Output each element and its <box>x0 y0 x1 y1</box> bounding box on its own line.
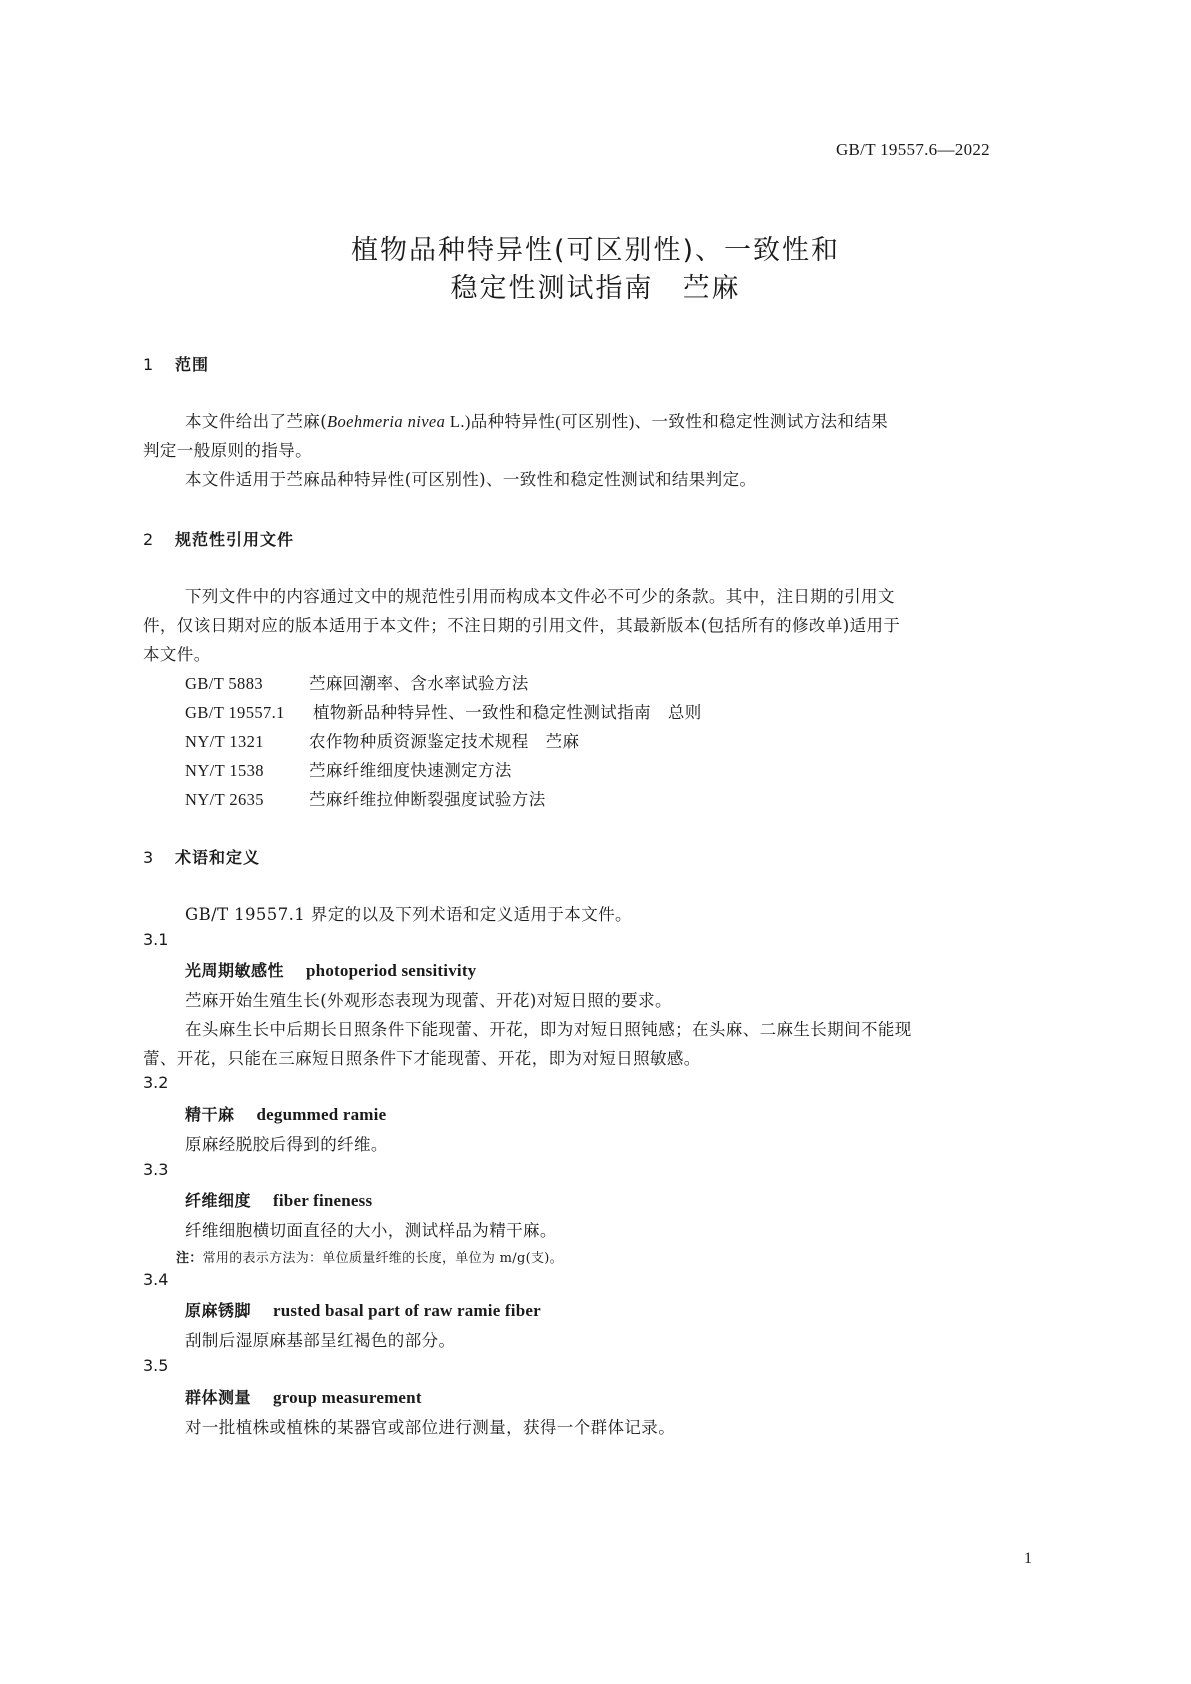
note-text: 常用的表示方法为：单位质量纤维的长度，单位为 m/g(支)。 <box>202 1251 563 1266</box>
reference-item <box>185 757 512 781</box>
reference-code: GB/T 5883 <box>185 674 264 693</box>
term-definition: 原麻经脱胶后得到的纤维。 <box>185 1135 388 1154</box>
term-number: 3.2 <box>143 1073 169 1092</box>
reference-title: 农作物种质资源鉴定技术规程 苎麻 <box>309 732 580 751</box>
term-definition: 对一批植株或植株的某器官或部位进行测量，获得一个群体记录。 <box>185 1418 676 1437</box>
term-chinese: 纤维细度 <box>185 1191 252 1210</box>
paragraph-continuation: 判定一般原则的指导。 <box>143 441 312 460</box>
paragraph-continuation: 件，仅该日期对应的版本适用于本文件；不注日期的引用文件，其最新版本(包括所有的修改单)适用于 <box>143 616 901 635</box>
term-definition: 苎麻开始生殖生长(外观形态表现为现蕾、开花)对短日照的要求。 <box>185 991 672 1010</box>
paragraph-continuation: 本文件。 <box>143 645 211 664</box>
term-definition: 刮制后湿原麻基部呈红褐色的部分。 <box>185 1331 456 1350</box>
section-title: 术语和定义 <box>175 848 261 867</box>
term-chinese: 群体测量 <box>185 1388 252 1407</box>
reference-code: NY/T 1321 <box>185 732 264 751</box>
paragraph <box>185 408 888 432</box>
term-chinese: 原麻锈脚 <box>185 1301 252 1320</box>
section-heading-normative-references <box>143 527 294 550</box>
reference-item <box>185 728 579 752</box>
reference-code: NY/T 2635 <box>185 790 264 809</box>
section-number: 3 <box>143 848 155 867</box>
reference-code: GB/T 19557.1 <box>185 703 285 722</box>
term-english: degummed ramie <box>256 1105 387 1124</box>
term-number: 3.5 <box>143 1356 169 1375</box>
latin-name: Boehmeria nivea <box>327 412 446 431</box>
reference-title: 苎麻纤维拉伸断裂强度试验方法 <box>309 790 546 809</box>
reference-title: 苎麻纤维细度快速测定方法 <box>309 761 512 780</box>
reference-item <box>185 786 546 810</box>
section-title: 规范性引用文件 <box>175 530 295 549</box>
term-heading <box>185 1102 386 1125</box>
reference-code: NY/T 1538 <box>185 761 264 780</box>
term-heading <box>185 1298 541 1321</box>
section-heading-scope <box>143 352 209 375</box>
reference-item <box>185 699 702 723</box>
section-title: 范围 <box>175 355 210 374</box>
section-number: 2 <box>143 530 155 549</box>
note <box>176 1247 563 1266</box>
paragraph: 下列文件中的内容通过文中的规范性引用而构成本文件必不可少的条款。其中，注日期的引用文 <box>185 587 895 606</box>
document-title-line1: 植物品种特异性(可区别性)、一致性和 <box>350 235 841 266</box>
document-title-line2: 稳定性测试指南 苎麻 <box>450 273 741 304</box>
paragraph: 本文件适用于苎麻品种特异性(可区别性)、一致性和稳定性测试和结果判定。 <box>185 470 757 489</box>
term-definition: 纤维细胞横切面直径的大小，测试样品为精干麻。 <box>185 1221 557 1240</box>
term-english: fiber fineness <box>273 1191 373 1210</box>
term-heading <box>185 958 476 981</box>
paragraph: GB/T 19557.1 界定的以及下列术语和定义适用于本文件。 <box>185 905 632 924</box>
note-label: 注： <box>176 1251 203 1266</box>
section-heading-terms-definitions <box>143 845 260 868</box>
reference-item <box>185 670 529 694</box>
page-number: 1 <box>1024 1550 1032 1567</box>
text-run: 本文件给出了苎麻( <box>185 412 328 431</box>
standard-number: GB/T 19557.6—2022 <box>835 140 990 159</box>
term-heading <box>185 1188 372 1211</box>
term-english: photoperiod sensitivity <box>306 961 477 980</box>
term-chinese: 光周期敏感性 <box>185 961 285 980</box>
term-number: 3.3 <box>143 1160 169 1179</box>
term-number: 3.1 <box>143 930 169 949</box>
reference-title: 苎麻回潮率、含水率试验方法 <box>309 674 529 693</box>
text-run: L.)品种特异性(可区别性)、一致性和稳定性测试方法和结果 <box>445 412 889 431</box>
term-english: rusted basal part of raw ramie fiber <box>273 1301 541 1320</box>
term-english: group measurement <box>273 1388 422 1407</box>
term-number: 3.4 <box>143 1270 169 1289</box>
reference-title: 植物新品种特异性、一致性和稳定性测试指南 总则 <box>313 703 702 722</box>
term-heading <box>185 1385 422 1408</box>
section-number: 1 <box>143 355 155 374</box>
term-chinese: 精干麻 <box>185 1105 235 1124</box>
paragraph: 在头麻生长中后期长日照条件下能现蕾、开花，即为对短日照钝感；在头麻、二麻生长期间不能现 <box>185 1020 912 1039</box>
paragraph-continuation: 蕾、开花，只能在三麻短日照条件下才能现蕾、开花，即为对短日照敏感。 <box>143 1049 701 1068</box>
